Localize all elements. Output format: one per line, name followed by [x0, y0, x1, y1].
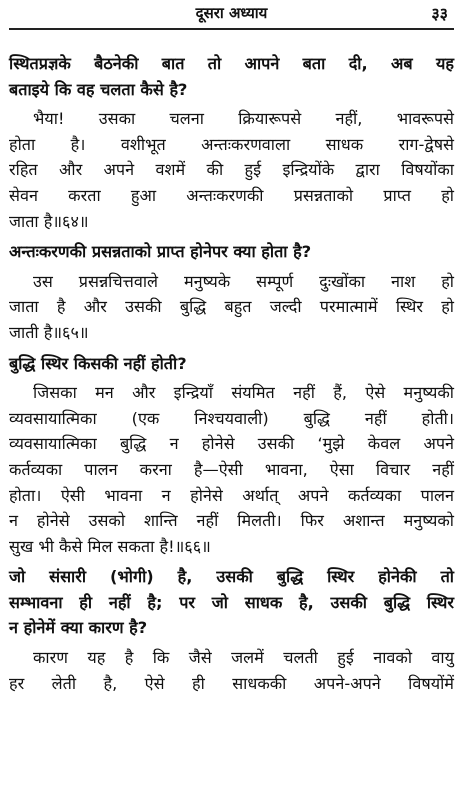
running-title: दूसरा अध्याय [195, 4, 268, 22]
answer-line: कर्तव्यका पालन करना है—ऐसी भावना, ऐसा विचार नहीं [9, 459, 454, 479]
question-line: अन्तःकरणकी प्रसन्नताको प्राप्त होनेपर क्या होता है? [9, 242, 312, 262]
question-line: बताइये कि वह चलता कैसे है? [9, 79, 188, 99]
question-line: न होनेमें क्या कारण है? [9, 618, 148, 638]
answer-line: होता। ऐसी भावना न होनेसे अर्थात् अपने कर्तव्यका पालन [9, 485, 454, 505]
question-line: बुद्धि स्थिर किसकी नहीं होती? [9, 353, 187, 373]
question-2 [9, 239, 454, 265]
question-line: स्थितप्रज्ञके बैठनेकी बात तो आपने बता दी, अब यह [9, 54, 454, 73]
answer-line: भैया! उसका चलना क्रियारूपसे नहीं, भावरूपसे [33, 109, 454, 129]
page-content [9, 30, 454, 696]
answer-line: जाती है॥६५॥ [9, 322, 89, 342]
answer-3 [9, 380, 454, 559]
page-number: ३३ [431, 4, 448, 23]
answer-line: व्यवसायात्मिका (एक निश्चयवाली) बुद्धि नहीं होती। [9, 408, 454, 428]
answer-line: हर लेती है, ऐसे ही साधककी अपने-अपने विषयोंमें [9, 673, 454, 693]
answer-4 [9, 645, 454, 696]
answer-line: सुख भी कैसे मिल सकता है!॥६६॥ [9, 536, 211, 556]
answer-2 [9, 269, 454, 346]
answer-line: उस प्रसन्नचित्तवाले मनुष्यके सम्पूर्ण दुःखोंका नाश हो [33, 271, 454, 291]
answer-line: कारण यह है कि जैसे जलमें चलती हुई नावको वायु [33, 648, 454, 668]
answer-line: रहित और अपने वशमें की हुई इन्द्रियोंके द्वारा विषयोंका [9, 160, 454, 180]
answer-line: जाता है और उसकी बुद्धि बहुत जल्दी परमात्मामें स्थिर हो [9, 297, 454, 317]
question-1 [9, 51, 454, 102]
question-3 [9, 351, 454, 377]
question-4 [9, 564, 454, 641]
answer-line: जिसका मन और इन्द्रियाँ संयमित नहीं हैं, ऐसे मनुष्यकी [33, 383, 454, 403]
page-header [9, 0, 454, 30]
answer-line: व्यवसायात्मिका बुद्धि न होनेसे उसकी ‘मुझे केवल अपने [9, 434, 454, 454]
answer-line: न होनेसे उसको शान्ति नहीं मिलती। फिर अशान्त मनुष्यको [9, 511, 454, 531]
question-line: जो संसारी (भोगी) है, उसकी बुद्धि स्थिर होनेकी तो [9, 567, 454, 587]
answer-line: सेवन करता हुआ अन्तःकरणकी प्रसन्नताको प्राप्त हो [9, 185, 454, 205]
question-line: सम्भावना ही नहीं है; पर जो साधक है, उसकी बुद्धि स्थिर [9, 592, 454, 612]
answer-line: होता है। वशीभूत अन्तःकरणवाला साधक राग-द्वेषसे [9, 134, 454, 154]
answer-line: जाता है॥६४॥ [9, 211, 89, 231]
answer-1 [9, 106, 454, 234]
